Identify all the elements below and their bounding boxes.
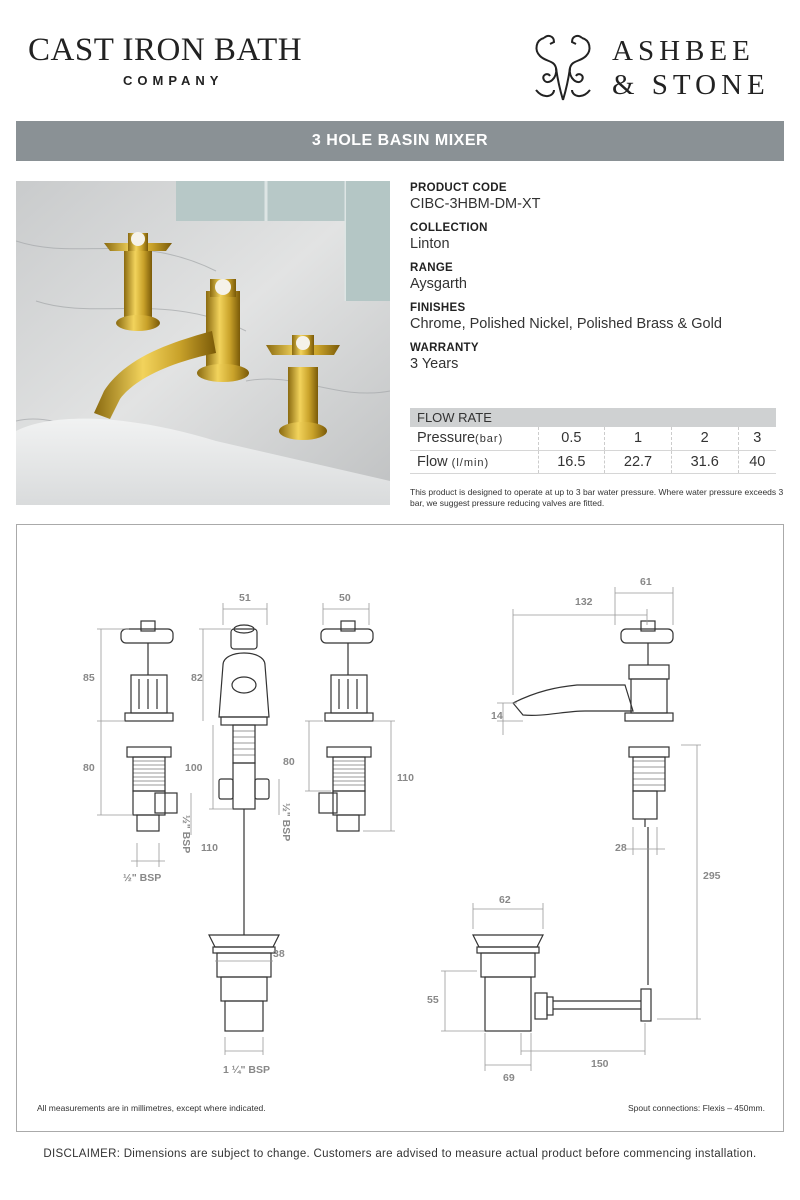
detail-value: Chrome, Polished Nickel, Polished Brass & Gold [410,316,722,332]
flow-value: 40 [738,450,776,473]
brand-title: CAST IRON BATH [28,32,303,68]
detail-warranty [410,342,780,372]
dim-110b: 110 [397,772,414,784]
dim-half-bsp-a: ½" BSP [123,872,162,884]
measurement-note: All measurements are in millimetres, except where indicated. [37,1103,266,1113]
brand-line-1: ASHBEE [612,35,755,67]
detail-label: COLLECTION [410,222,488,234]
detail-label: WARRANTY [410,342,479,354]
detail-value: CIBC-3HBM-DM-XT [410,196,541,212]
dim-51: 51 [239,592,251,604]
dim-38: 38 [273,948,285,960]
technical-drawing [16,524,784,1132]
dim-55: 55 [427,994,439,1006]
pressure-value: 3 [738,427,776,450]
pressure-row [410,427,776,450]
product-title-bar [16,121,784,161]
detail-product-code [410,182,780,212]
seahorse-emblem-icon [524,30,602,106]
pressure-value: 0.5 [538,427,605,450]
detail-collection [410,222,780,252]
pressure-value: 1 [605,427,672,450]
ashbee-stone-logo [524,30,770,106]
flow-value: 31.6 [671,450,738,473]
dim-132: 132 [575,596,593,608]
dim-62: 62 [499,894,511,906]
dim-80: 80 [83,762,95,774]
dim-85: 85 [83,672,95,684]
dim-100: 100 [185,762,203,774]
flow-label-cell [410,450,538,473]
pressure-label: Pressure [417,430,476,447]
dim-69: 69 [503,1072,515,1084]
detail-value: Aysgarth [410,276,467,292]
dim-61: 61 [640,576,652,588]
brand-words [612,34,770,102]
dim-82: 82 [191,672,203,684]
pressure-unit: (bar) [475,433,504,446]
pressure-value: 2 [671,427,738,450]
flow-rate-header: FLOW RATE [410,408,776,427]
flow-row [410,450,776,473]
dim-50: 50 [339,592,351,604]
spout-note: Spout connections: Flexis – 450mm. [627,1103,765,1113]
flow-value: 22.7 [605,450,672,473]
dim-1-quarter-bsp: 1 ¼" BSP [223,1064,270,1076]
detail-range [410,262,780,292]
detail-value: 3 Years [410,356,459,372]
dim-295: 295 [703,870,721,882]
dim-28: 28 [615,842,627,854]
brand-subtitle: COMPANY [123,73,224,88]
detail-label: PRODUCT CODE [410,182,507,194]
detail-finishes [410,302,780,332]
flow-unit: (l/min) [451,456,490,469]
pressure-note: This product is designed to operate at up to 3 bar water pressure. Where water pressure exceeds 3 bar, we suggest pressure reducing valves are fitted. [410,487,784,508]
product-details [410,182,780,382]
brand-line-2: & STONE [612,69,770,101]
detail-value: Linton [410,236,450,252]
disclaimer: DISCLAIMER: Dimensions are subject to change. Customers are advised to measure actual product before commencing installation. [43,1148,757,1160]
product-photo [16,181,390,505]
dim-half-bsp-b: ½" BSP [180,815,192,854]
flow-value: 16.5 [538,450,605,473]
product-title: 3 HOLE BASIN MIXER [311,132,489,149]
dim-80b: 80 [283,756,295,768]
dim-110a: 110 [201,842,218,854]
dim-half-bsp-c: ½" BSP [280,803,292,842]
detail-label: RANGE [410,262,454,274]
pressure-label-cell [410,427,538,450]
dim-150: 150 [591,1058,609,1070]
flow-rate-table [410,408,776,474]
flow-label: Flow [417,453,448,470]
cast-iron-bath-logo [28,32,302,88]
dim-14: 14 [491,710,503,722]
detail-label: FINISHES [410,302,466,314]
